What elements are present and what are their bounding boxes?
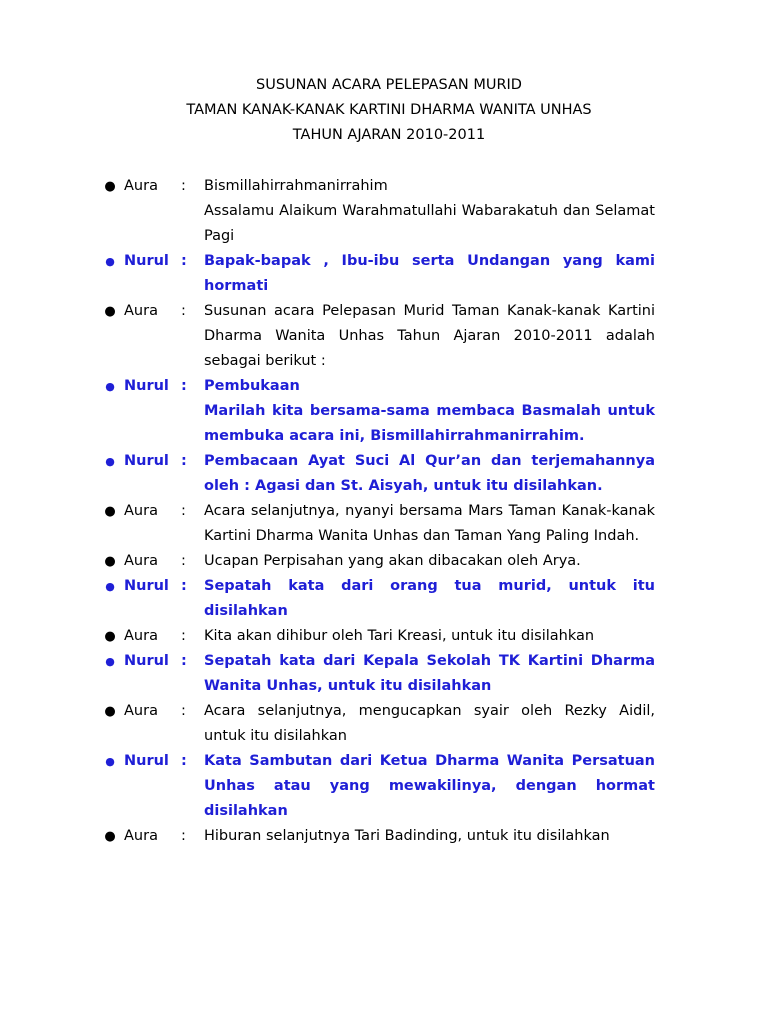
speaker-name: Aura [124, 303, 158, 319]
agenda-item [0, 174, 768, 249]
colon-separator: : [181, 828, 186, 844]
speaker-name: Nurul [124, 378, 169, 394]
agenda-paragraph: Pembacaan Ayat Suci Al Qur’an dan terjemahannya oleh : Agasi dan St. Aisyah, untuk itu disilahkan. [204, 453, 655, 494]
bullet-icon: ● [105, 455, 115, 468]
agenda-text [204, 624, 655, 649]
colon-separator: : [181, 628, 186, 644]
agenda-item [0, 299, 768, 374]
agenda-text [204, 499, 655, 549]
bullet-icon: ● [105, 580, 115, 593]
agenda-text [204, 174, 655, 249]
speaker-name: Aura [124, 178, 158, 194]
agenda-paragraph: Pembukaan [204, 378, 300, 394]
agenda-text [204, 699, 655, 749]
colon-separator: : [181, 653, 187, 669]
agenda-item [0, 249, 768, 299]
agenda-text [204, 249, 655, 299]
title-line-1: SUSUNAN ACARA PELEPASAN MURID [256, 77, 522, 93]
bullet-icon: ● [105, 655, 115, 668]
agenda-text [204, 449, 655, 499]
bullet-icon: ● [105, 255, 115, 268]
speaker-name: Nurul [124, 653, 169, 669]
agenda-paragraph: Ucapan Perpisahan yang akan dibacakan oleh Arya. [204, 553, 581, 569]
agenda-text [204, 749, 655, 824]
bullet-icon: ● [104, 179, 116, 194]
agenda-text [204, 574, 655, 624]
agenda-paragraph: Sepatah kata dari orang tua murid, untuk itu disilahkan [204, 578, 655, 619]
speaker-name: Nurul [124, 753, 169, 769]
agenda-item [0, 749, 768, 824]
colon-separator: : [181, 378, 187, 394]
speaker-name: Nurul [124, 453, 169, 469]
agenda-paragraph: Marilah kita bersama-sama membaca Basmalah untuk membuka acara ini, Bismillahirrahmanirrahim. [204, 403, 655, 444]
agenda-item [0, 374, 768, 449]
agenda-text [204, 299, 655, 374]
colon-separator: : [181, 753, 187, 769]
colon-separator: : [181, 703, 186, 719]
agenda-paragraph: Assalamu Alaikum Warahmatullahi Wabarakatuh dan Selamat Pagi [204, 203, 655, 244]
colon-separator: : [181, 578, 187, 594]
speaker-name: Aura [124, 703, 158, 719]
agenda-paragraph: Bapak-bapak , Ibu-ibu serta Undangan yang kami hormati [204, 253, 655, 294]
title-line-2: TAMAN KANAK-KANAK KARTINI DHARMA WANITA UNHAS [186, 102, 592, 118]
agenda-item [0, 824, 768, 849]
agenda-item [0, 549, 768, 574]
agenda-paragraph: Sepatah kata dari Kepala Sekolah TK Kartini Dharma Wanita Unhas, untuk itu disilahkan [204, 653, 655, 694]
agenda-text [204, 824, 655, 849]
bullet-icon: ● [104, 304, 116, 319]
bullet-icon: ● [104, 504, 116, 519]
agenda-list [0, 174, 768, 849]
bullet-icon: ● [104, 829, 116, 844]
agenda-paragraph: Acara selanjutnya, mengucapkan syair oleh Rezky Aidil, untuk itu disilahkan [204, 703, 655, 744]
bullet-icon: ● [104, 554, 116, 569]
speaker-name: Aura [124, 503, 158, 519]
colon-separator: : [181, 553, 186, 569]
speaker-name: Aura [124, 553, 158, 569]
speaker-name: Nurul [124, 578, 169, 594]
agenda-text [204, 549, 655, 574]
title-line-3: TAHUN AJARAN 2010-2011 [292, 127, 486, 143]
bullet-icon: ● [104, 704, 116, 719]
agenda-item [0, 699, 768, 749]
agenda-text [204, 374, 655, 449]
agenda-paragraph: Bismillahirrahmanirrahim [204, 178, 388, 194]
agenda-item [0, 499, 768, 549]
agenda-paragraph: Hiburan selanjutnya Tari Badinding, untuk itu disilahkan [204, 828, 610, 844]
agenda-item [0, 449, 768, 499]
agenda-paragraph: Kata Sambutan dari Ketua Dharma Wanita Persatuan Unhas atau yang mewakilinya, dengan hormat disilahkan [204, 753, 655, 819]
agenda-paragraph: Acara selanjutnya, nyanyi bersama Mars Taman Kanak-kanak Kartini Dharma Wanita Unhas dan Taman Yang Paling Indah. [204, 503, 655, 544]
agenda-item [0, 574, 768, 624]
document-header [0, 73, 768, 148]
speaker-name: Aura [124, 628, 158, 644]
agenda-paragraph: Kita akan dihibur oleh Tari Kreasi, untuk itu disilahkan [204, 628, 595, 644]
agenda-item [0, 624, 768, 649]
bullet-icon: ● [104, 629, 116, 644]
bullet-icon: ● [105, 380, 115, 393]
bullet-icon: ● [105, 755, 115, 768]
speaker-name: Aura [124, 828, 158, 844]
colon-separator: : [181, 453, 187, 469]
agenda-paragraph: Susunan acara Pelepasan Murid Taman Kanak-kanak Kartini Dharma Wanita Unhas Tahun Ajaran 2010-2011 adalah sebagai berikut : [204, 303, 655, 369]
colon-separator: : [181, 178, 186, 194]
colon-separator: : [181, 503, 186, 519]
agenda-item [0, 649, 768, 699]
colon-separator: : [181, 253, 187, 269]
speaker-name: Nurul [124, 253, 169, 269]
agenda-text [204, 649, 655, 699]
colon-separator: : [181, 303, 186, 319]
